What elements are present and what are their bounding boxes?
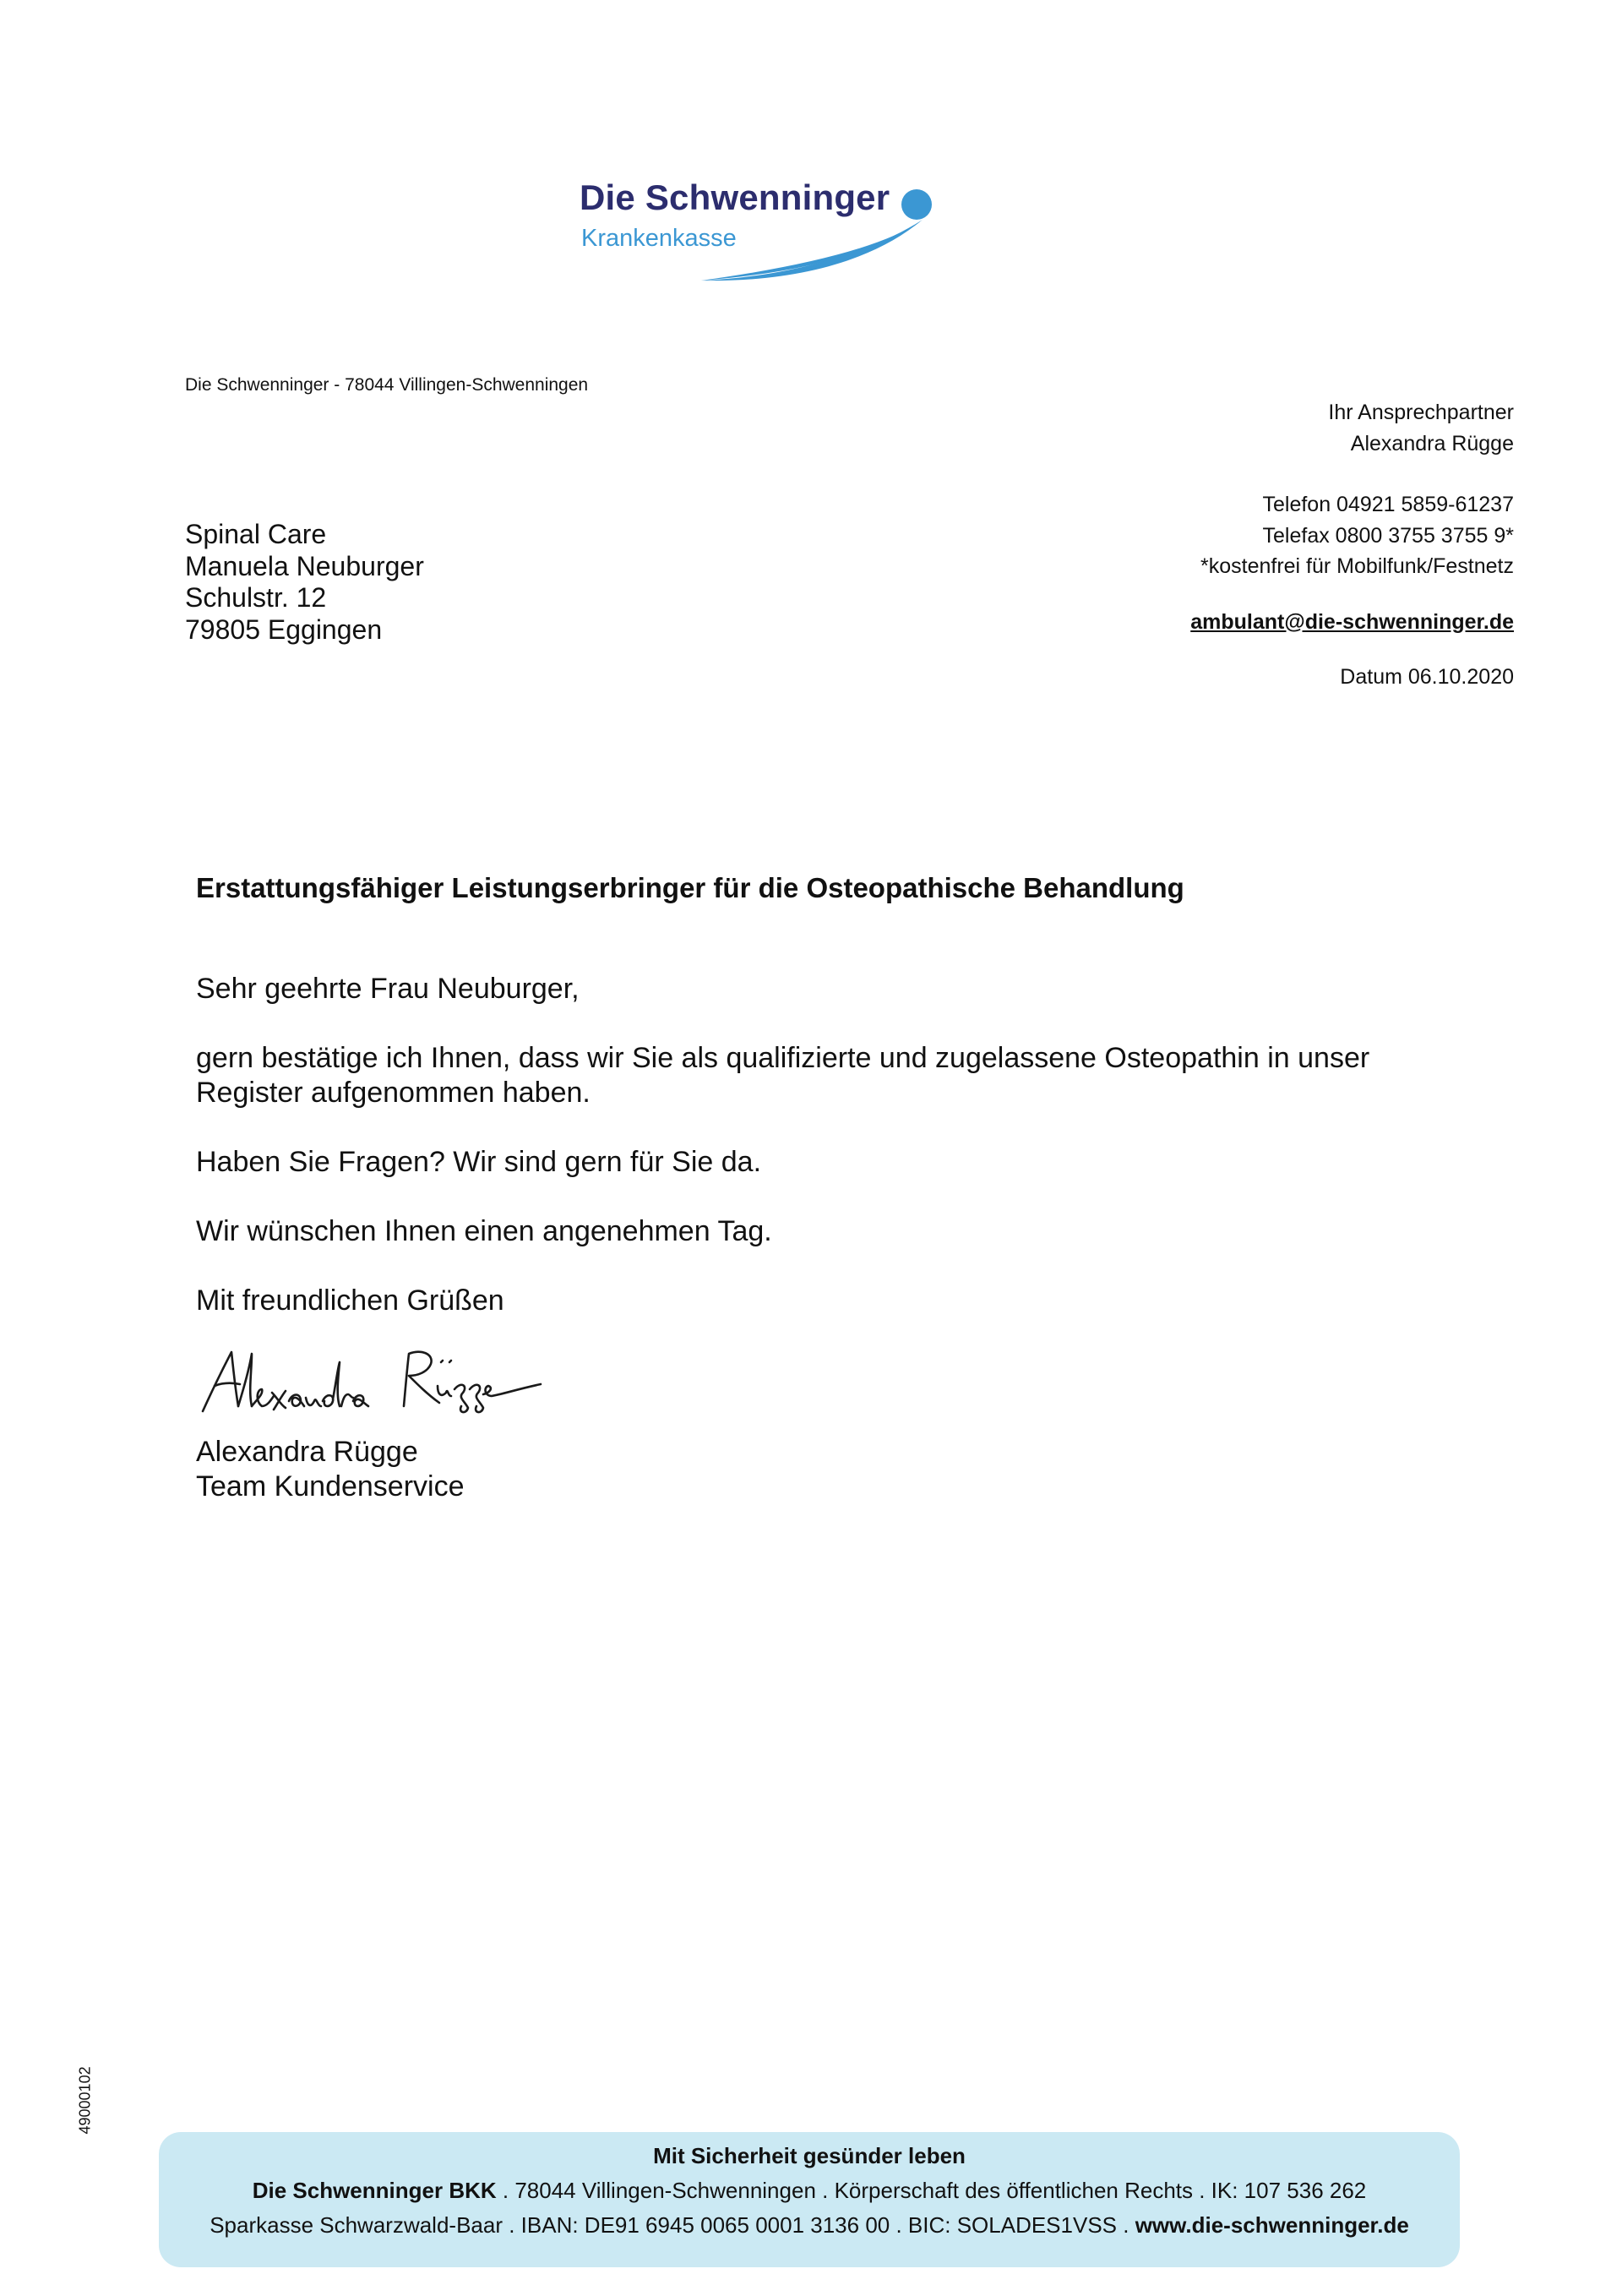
body-paragraph-line: gern bestätige ich Ihnen, dass wir Sie als qualifizierte und zugelassene Osteopathin in unser [196, 1042, 1370, 1074]
contact-phone: Telefon 04921 5859-61237 [1262, 493, 1514, 516]
greeting: Sehr geehrte Frau Neuburger, [196, 973, 580, 1005]
letter-subject: Erstattungsfähiger Leistungserbringer für die Osteopathische Behandlung [196, 872, 1184, 903]
body-paragraph: Wir wünschen Ihnen einen angenehmen Tag. [196, 1215, 772, 1247]
footer-slogan: Mit Sicherheit gesünder leben [653, 2143, 966, 2168]
body-paragraph: Haben Sie Fragen? Wir sind gern für Sie da. [196, 1146, 762, 1178]
footer-company-details: . 78044 Villingen-Schwenningen . Körperschaft des öffentlichen Rechts . IK: 107 536 262 [496, 2178, 1367, 2203]
contact-name: Alexandra Rügge [1350, 431, 1514, 455]
footer-company-line [159, 2173, 1460, 2208]
contact-heading: Ihr Ansprechpartner [1328, 401, 1514, 424]
body-paragraph-line: Register aufgenommen haben. [196, 1077, 591, 1109]
contact-fax: Telefax 0800 3755 3755 9* [1262, 523, 1514, 548]
signer-name: Alexandra Rügge [196, 1436, 418, 1468]
signer-block [196, 1435, 465, 1504]
footer-website-link[interactable]: www.die-schwenninger.de [1135, 2212, 1409, 2238]
footer-bank-details: Sparkasse Schwarzwald-Baar . IBAN: DE91 6945 0065 0001 3136 00 . BIC: SOLADES1VSS . [210, 2212, 1135, 2238]
logo-subtitle: Krankenkasse [581, 225, 737, 252]
letter-body [196, 972, 1514, 1353]
contact-block [1190, 397, 1514, 693]
recipient-address [185, 519, 424, 646]
handwritten-signature [196, 1333, 551, 1418]
closing: Mit freundlichen Grüßen [196, 1284, 504, 1317]
company-logo [574, 169, 946, 296]
document-number: 49000102 [76, 2066, 94, 2135]
letter-date: Datum 06.10.2020 [1340, 665, 1514, 689]
recipient-line: Manuela Neuburger [185, 550, 424, 581]
recipient-line: Schulstr. 12 [185, 582, 327, 613]
footer-banner [159, 2132, 1460, 2267]
body-paragraph [196, 1041, 1514, 1110]
signer-team: Team Kundenservice [196, 1470, 465, 1502]
recipient-line: Spinal Care [185, 519, 327, 549]
sender-return-address: Die Schwenninger - 78044 Villingen-Schwenningen [185, 375, 589, 395]
contact-fax-note: *kostenfrei für Mobilfunk/Festnetz [1200, 554, 1514, 578]
recipient-line: 79805 Eggingen [185, 614, 383, 645]
footer-bank-line [159, 2208, 1460, 2243]
logo-title: Die Schwenninger [580, 177, 890, 217]
contact-email-link[interactable]: ambulant@die-schwenninger.de [1190, 609, 1514, 634]
footer-company-name: Die Schwenninger BKK [252, 2178, 497, 2203]
